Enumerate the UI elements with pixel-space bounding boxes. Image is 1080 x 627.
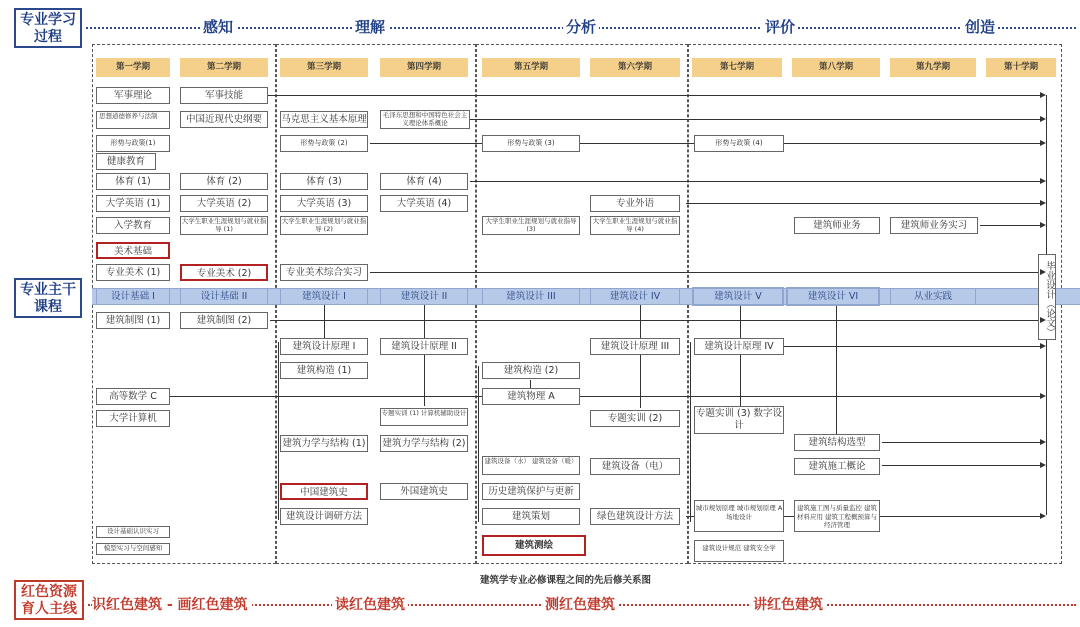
course-construction-intro: 建筑施工概论	[794, 458, 880, 475]
arrow-icon	[1040, 116, 1046, 122]
course-codes: 建筑设计规范 建筑安全学	[694, 540, 784, 562]
course-morality-law: 思想道德修养与法制	[96, 111, 170, 129]
connector-line	[470, 119, 1042, 120]
arrow-icon	[1040, 317, 1046, 323]
arrow-icon	[1040, 140, 1046, 146]
course-principle-2: 建筑设计原理 II	[380, 338, 468, 355]
stage-4: 评价	[762, 16, 798, 37]
course-english-2: 大学英语 (2)	[180, 195, 268, 212]
semester-6: 第六学期	[590, 58, 680, 77]
arrow-icon	[1040, 393, 1046, 399]
course-marxism: 马克思主义基本原理	[280, 111, 368, 128]
connector-line	[478, 366, 479, 522]
course-pe-3: 体育 (3)	[280, 173, 368, 190]
connector-line	[470, 181, 1042, 182]
diagram-caption: 建筑学专业必修课程之间的先后修关系图	[480, 575, 652, 586]
connector-line	[882, 442, 1042, 443]
course-career-3: 大学生职业生涯规划与就业指导 (3)	[482, 216, 580, 235]
arrow-icon	[1040, 200, 1046, 206]
course-mao-theory: 毛泽东思想和中国特色社会主义理论体系概论	[380, 110, 470, 129]
course-heritage: 历史建筑保护与更新	[482, 483, 580, 500]
course-equipment-elec: 建筑设备（电）	[590, 458, 680, 475]
label-core-courses	[14, 278, 82, 318]
connector-line	[690, 342, 691, 522]
connector-line	[740, 305, 741, 339]
semester-2: 第二学期	[180, 58, 268, 77]
course-career-2: 大学生职业生涯规划与就业指导 (2)	[280, 216, 368, 235]
connector-line	[240, 95, 1042, 96]
course-health: 健康教育	[96, 153, 156, 170]
connector-line	[278, 342, 279, 520]
connector-line	[740, 354, 741, 408]
course-pe-1: 体育 (1)	[96, 173, 170, 190]
course-pe-4: 体育 (4)	[380, 173, 468, 190]
course-drawing-2: 建筑制图 (2)	[180, 312, 268, 329]
course-structure-selection: 建筑结构选型	[794, 434, 880, 451]
semester-5: 第五学期	[482, 58, 580, 77]
course-english-1: 大学英语 (1)	[96, 195, 170, 212]
course-policy-1: 形势与政策(1)	[96, 135, 170, 152]
course-policy-2: 形势与政策 (2)	[280, 135, 368, 152]
course-principle-3: 建筑设计原理 III	[590, 338, 680, 355]
course-mechanics-1: 建筑力学与结构 (1)	[280, 435, 368, 452]
red-step-3: 测红色建筑	[542, 594, 618, 614]
course-design-basic-1: 设计基础 I	[96, 288, 170, 305]
connector-line	[784, 346, 1042, 347]
course-career-1: 大学生职业生涯规划与就业指导 (1)	[180, 216, 268, 235]
course-research-method: 建筑设计调研方法	[280, 508, 368, 525]
course-cognition: 设计基础认识实习	[96, 526, 170, 538]
course-intro: 入学教育	[96, 217, 170, 234]
course-model: 模型实习与空间感知	[96, 543, 170, 555]
red-step-4: 讲红色建筑	[750, 594, 826, 614]
connector-line	[370, 272, 1042, 273]
course-arch-design-5: 建筑设计 V	[692, 287, 784, 306]
connector-line	[424, 305, 425, 339]
course-english-4: 大学英语 (4)	[380, 195, 468, 212]
label-text: 专业学习过程	[20, 12, 76, 45]
course-survey: 建筑测绘	[482, 535, 586, 556]
course-mechanics-2: 建筑力学与结构 (2)	[380, 435, 468, 452]
course-art-practice: 专业美术综合实习	[280, 264, 368, 281]
course-english-major: 专业外语	[590, 195, 680, 212]
semester-7: 第七学期	[692, 58, 782, 77]
course-art-basic: 美术基础	[96, 242, 170, 259]
semester-3: 第三学期	[280, 58, 368, 77]
course-policy-4: 形势与政策 (4)	[694, 135, 784, 152]
course-principle-1: 建筑设计原理 I	[280, 338, 368, 355]
course-arch-design-6: 建筑设计 VI	[786, 287, 880, 306]
arrow-icon	[1040, 222, 1046, 228]
label-text: 专业主干课程	[20, 282, 76, 315]
course-arch-design-1: 建筑设计 I	[280, 288, 368, 305]
connector-line	[980, 225, 1042, 226]
course-construction-1: 建筑构造 (1)	[280, 362, 368, 379]
course-career-4: 大学生职业生涯规划与就业指导 (4)	[590, 216, 680, 235]
course-physics: 建筑物理 A	[482, 388, 580, 405]
course-green-design: 绿色建筑设计方法	[590, 508, 680, 525]
connector-line	[686, 203, 1042, 204]
connector-line	[640, 354, 641, 408]
label-learning-process	[14, 8, 82, 48]
course-english-3: 大学英语 (3)	[280, 195, 368, 212]
connector-line	[270, 320, 1042, 321]
course-arch-practice: 建筑师业务实习	[890, 217, 978, 234]
label-red-resources	[14, 580, 84, 620]
course-computer: 大学计算机	[96, 410, 170, 427]
course-career-practice: 从业实践	[890, 288, 976, 305]
connector-line	[882, 465, 1042, 466]
course-art-1: 专业美术 (1)	[96, 264, 170, 281]
course-foreign-history: 外国建筑史	[380, 483, 468, 500]
stage-2: 理解	[352, 16, 388, 37]
stage-1: 感知	[200, 16, 236, 37]
red-step-2: 读红色建筑	[332, 594, 408, 614]
course-military-skill: 军事技能	[180, 87, 268, 104]
course-arch-design-4: 建筑设计 IV	[590, 288, 680, 305]
arrow-icon	[1040, 343, 1046, 349]
arrow-icon	[1040, 439, 1046, 445]
connector-line	[170, 396, 1042, 397]
course-arch-business: 建筑师业务	[794, 217, 880, 234]
stage-5: 创造	[962, 16, 998, 37]
course-art-2: 专业美术 (2)	[180, 264, 268, 281]
course-design-basic-2: 设计基础 II	[180, 288, 268, 305]
course-modern-history: 中国近现代史纲要	[180, 111, 268, 128]
course-principle-4: 建筑设计原理 IV	[694, 338, 784, 355]
connector-line	[836, 305, 837, 435]
semester-10: 第十学期	[986, 58, 1056, 77]
connector-line	[324, 305, 325, 339]
course-construction-2: 建筑构造 (2)	[482, 362, 580, 379]
course-strategy: 建筑策划	[482, 508, 580, 525]
course-equipment-water: 建筑设备（水） 建筑设备（暖）	[482, 456, 580, 475]
course-thesis	[1038, 254, 1056, 340]
thesis-label: 毕业设计（论文）	[1044, 260, 1055, 337]
course-topic-1: 专题实训 (1) 计算机辅助设计	[380, 408, 468, 426]
course-arch-design-3: 建筑设计 III	[482, 288, 580, 305]
course-arch-design-2: 建筑设计 II	[380, 288, 468, 305]
course-pe-2: 体育 (2)	[180, 173, 268, 190]
stage-3: 分析	[563, 16, 599, 37]
course-topic-3: 专题实训 (3) 数字设计	[694, 406, 784, 434]
course-math: 高等数学 C	[96, 388, 170, 405]
arrow-icon	[1040, 462, 1046, 468]
course-topic-2: 专题实训 (2)	[590, 410, 680, 427]
course-drawing-1: 建筑制图 (1)	[96, 312, 170, 329]
course-military-theory: 军事理论	[96, 87, 170, 104]
semester-9: 第九学期	[890, 58, 976, 77]
connector-line	[424, 354, 425, 406]
course-chinese-history: 中国建筑史	[280, 483, 368, 500]
label-text: 红色资源育人主线	[21, 584, 77, 617]
semester-1: 第一学期	[96, 58, 170, 77]
course-construction-mgmt: 建筑施工图与质量监控 建筑材料应用 建筑工程概预算与经济管理	[794, 500, 880, 532]
semester-4: 第四学期	[380, 58, 468, 77]
semester-8: 第八学期	[792, 58, 880, 77]
red-step-1: 识红色建筑 - 画红色建筑	[92, 594, 252, 614]
arrow-icon	[1040, 269, 1046, 275]
arrow-icon	[1040, 513, 1046, 519]
arrow-icon	[1040, 178, 1046, 184]
course-planning: 城市规划原理 城市规划原理 A 场地设计	[694, 500, 784, 532]
arrow-icon	[1040, 92, 1046, 98]
course-policy-3: 形势与政策 (3)	[482, 135, 580, 152]
connector-line	[640, 305, 641, 339]
